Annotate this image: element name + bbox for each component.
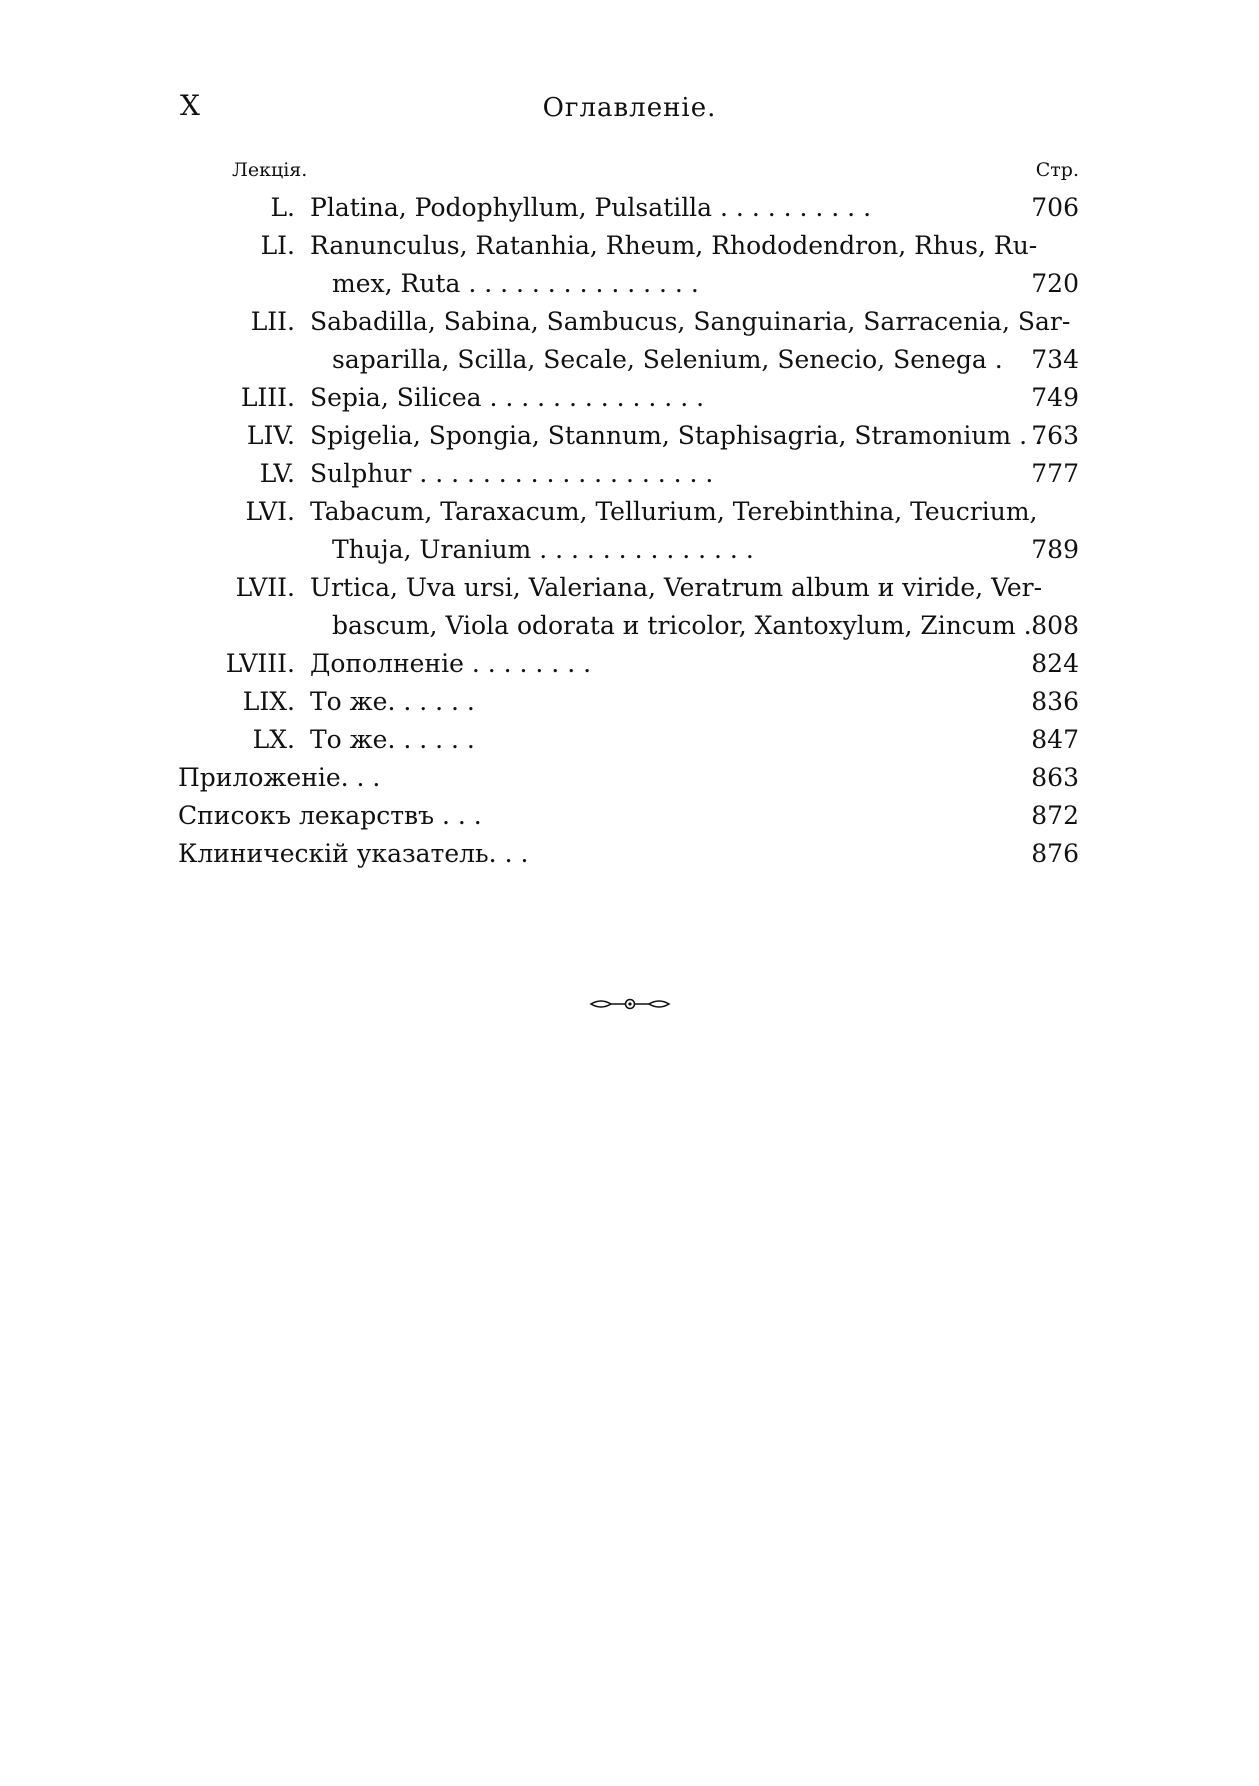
page-number: X — [180, 89, 200, 122]
page-ref: 847 — [1031, 725, 1079, 754]
toc-entry — [0, 228, 1259, 264]
entry-title: Sabadilla, Sabina, Sambucus, Sanguinaria, Sarracenia, Sar- — [310, 307, 1071, 336]
lecture-number: LV. — [259, 459, 295, 488]
page-ref: 763 — [1031, 421, 1079, 450]
toc-entry — [0, 304, 1259, 340]
toc-entry — [0, 190, 1259, 226]
entry-title-continued: Thuja, Uranium . . . . . . . . . . . . . . — [332, 535, 754, 564]
page-ref: 706 — [1031, 193, 1079, 222]
entry-title: Sepia, Silicea . . . . . . . . . . . . . . — [310, 383, 705, 412]
page-ref: 749 — [1031, 383, 1079, 412]
column-label-lecture: Лекція. — [232, 159, 308, 181]
page-ref: 734 — [1031, 345, 1079, 374]
toc-entry — [0, 494, 1259, 530]
entry-title: Spigelia, Spongia, Stannum, Staphisagria, Stramonium . . — [310, 421, 1043, 450]
appendix-title: Клиническій указатель. . . — [178, 839, 529, 868]
page-ref: 789 — [1031, 535, 1079, 564]
page-ref: 777 — [1031, 459, 1079, 488]
lecture-number: LII. — [250, 307, 295, 336]
entry-title: Urtica, Uva ursi, Valeriana, Veratrum album и viride, Ver- — [310, 573, 1043, 602]
entry-title: Tabacum, Taraxacum, Tellurium, Terebinthina, Teucrium, — [310, 497, 1038, 526]
toc-entry — [0, 456, 1259, 492]
toc-entry — [0, 722, 1259, 758]
lecture-number: LVI. — [245, 497, 295, 526]
lecture-number: L. — [270, 193, 295, 222]
entry-title-continued: bascum, Viola odorata и tricolor, Xantoxylum, Zincum . — [332, 611, 1032, 640]
fleuron-ornament-icon — [589, 996, 671, 1012]
lecture-number: LI. — [260, 231, 295, 260]
lecture-number: LX. — [252, 725, 295, 754]
entry-title: Дополненіе . . . . . . . . — [310, 649, 592, 678]
entry-title: Platina, Podophyllum, Pulsatilla . . . . . . . . . . — [310, 193, 872, 222]
toc-entry-continuation — [0, 266, 1259, 302]
toc-entry — [0, 570, 1259, 606]
appendix-entry — [0, 760, 1259, 796]
appendix-entry — [0, 798, 1259, 834]
column-label-page: Стр. — [1035, 159, 1079, 181]
lecture-number: LIII. — [240, 383, 295, 412]
entry-title: То же. . . . . . — [310, 725, 475, 754]
page-ref: 808 — [1031, 611, 1079, 640]
lecture-number: LVII. — [235, 573, 295, 602]
page-ref: 836 — [1031, 687, 1079, 716]
entry-title-continued: saparilla, Scilla, Secale, Selenium, Senecio, Senega . — [332, 345, 1003, 374]
appendix-title: Приложеніе. . . — [178, 763, 381, 792]
appendix-title: Списокъ лекарствъ . . . — [178, 801, 482, 830]
page-ref: 872 — [1031, 801, 1079, 830]
lecture-number: LIX. — [242, 687, 295, 716]
page-ref: 824 — [1031, 649, 1079, 678]
entry-title: Ranunculus, Ratanhia, Rheum, Rhododendron, Rhus, Ru- — [310, 231, 1038, 260]
toc-entry-continuation — [0, 342, 1259, 378]
page-ref: 863 — [1031, 763, 1079, 792]
entry-title-continued: mex, Ruta . . . . . . . . . . . . . . . — [332, 269, 699, 298]
page-ref: 720 — [1031, 269, 1079, 298]
appendix-entry — [0, 836, 1259, 872]
toc-entry — [0, 418, 1259, 454]
page-ref: 876 — [1031, 839, 1079, 868]
entry-title: Sulphur . . . . . . . . . . . . . . . . . . . — [310, 459, 714, 488]
toc-entry-continuation — [0, 608, 1259, 644]
toc-entry — [0, 646, 1259, 682]
toc-entry — [0, 684, 1259, 720]
toc-entry — [0, 380, 1259, 416]
lecture-number: LVIII. — [225, 649, 295, 678]
entry-title: То же. . . . . . — [310, 687, 475, 716]
lecture-number: LIV. — [246, 421, 295, 450]
running-head: Оглавленіе. — [542, 93, 717, 123]
toc-entry-continuation — [0, 532, 1259, 568]
